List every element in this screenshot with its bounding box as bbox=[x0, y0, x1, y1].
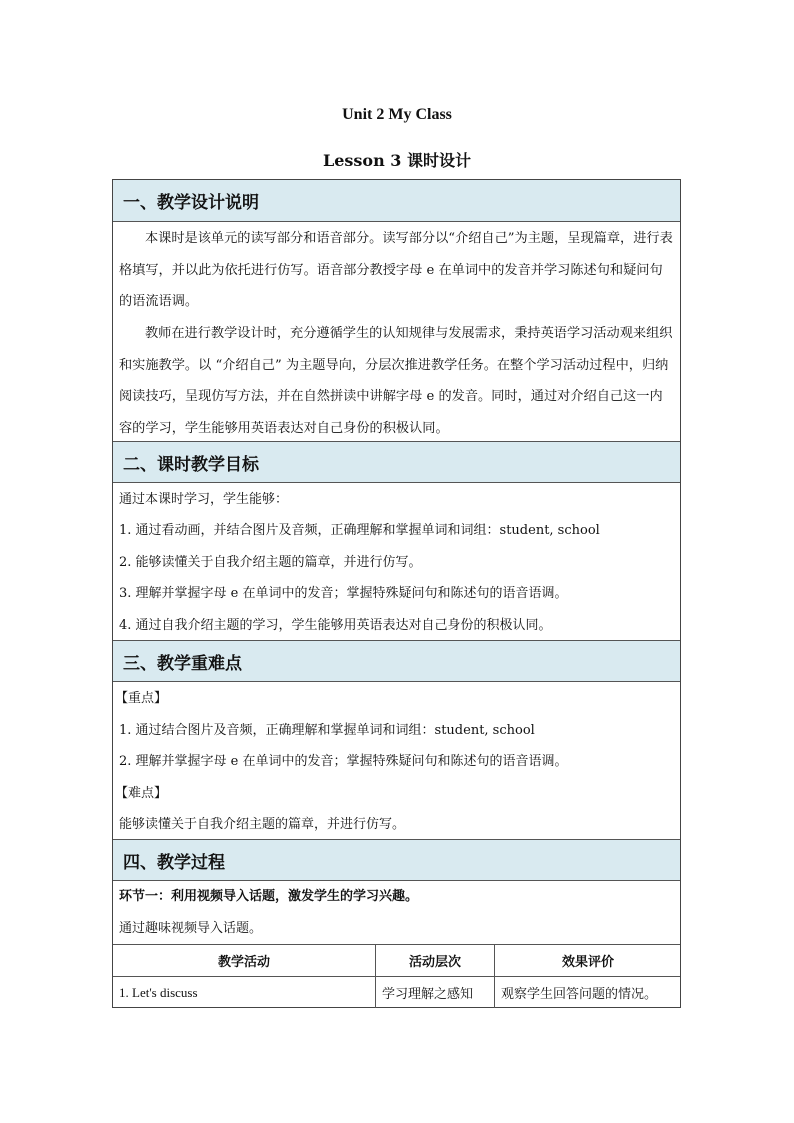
table-cell-evaluation: 观察学生回答问题的情况。 bbox=[501, 987, 658, 1002]
table-header-evaluation: 效果评价 bbox=[561, 955, 614, 970]
key-point-item: 2. 理解并掌握字母 e 在单词中的发音；掌握特殊疑问句和陈述句的语音语调。 bbox=[119, 754, 568, 769]
key-points-label: 【重点】 bbox=[115, 691, 168, 706]
section1-paragraph-2: 教师在进行教学设计时，充分遵循学生的认知规律与发展需求，秉持英语学习活动观来组织和实施教学。以 “介绍自己” 为主题导向，分层次推进教学任务。在整个学习活动过程中，归纳阅读技巧，呈现仿写方法，并在自然拼读中讲解字母 e 的发音。同时，通过对介绍自己这一内容的学习，学生能够用英语表达对自己身份的积极认同。 bbox=[119, 326, 673, 436]
objective-item: 1. 通过看动画，并结合图片及音频，正确理解和掌握单词和词组：student, school bbox=[119, 523, 600, 538]
step-title: 环节一：利用视频导入话题，激发学生的学习兴趣。 bbox=[119, 889, 419, 904]
table-header-level: 活动层次 bbox=[408, 955, 461, 970]
objective-item: 4. 通过自我介绍主题的学习，学生能够用英语表达对自己身份的积极认同。 bbox=[119, 618, 552, 633]
difficult-point-text: 能够读懂关于自我介绍主题的篇章，并进行仿写。 bbox=[119, 817, 406, 832]
key-point-item: 1. 通过结合图片及音频，正确理解和掌握单词和词组：student, school bbox=[119, 723, 535, 738]
section2-heading: 二、课时教学目标 bbox=[113, 442, 680, 483]
objective-item: 2. 能够读懂关于自我介绍主题的篇章，并进行仿写。 bbox=[119, 555, 422, 570]
section2-intro: 通过本课时学习，学生能够： bbox=[119, 492, 289, 507]
table-cell-level: 学习理解之感知 bbox=[382, 987, 474, 1002]
objective-item: 3. 理解并掌握字母 e 在单词中的发音；掌握特殊疑问句和陈述句的语音语调。 bbox=[119, 586, 568, 601]
lesson-subtitle: Lesson 3 课时设计 bbox=[322, 151, 472, 170]
difficult-points-label: 【难点】 bbox=[115, 786, 168, 801]
section1-paragraph-1: 本课时是该单元的读写部分和语音部分。读写部分以“介绍自己”为主题，呈现篇章，进行表格填写，并以此为依托进行仿写。语音部分教授字母 e 在单词中的发音并学习陈述句和疑问句的语流语调。 bbox=[119, 231, 673, 309]
step-description: 通过趣味视频导入话题。 bbox=[119, 921, 263, 936]
lesson-design-table bbox=[112, 179, 681, 1008]
section1-heading: 一、教学设计说明 bbox=[113, 180, 680, 222]
table-cell-activity: 1. Let's discuss bbox=[119, 984, 198, 1000]
section3-heading: 三、教学重难点 bbox=[113, 641, 680, 682]
section4-heading: 四、教学过程 bbox=[113, 840, 680, 881]
document-title: Unit 2 My Class bbox=[342, 106, 452, 123]
table-header-activity: 教学活动 bbox=[217, 955, 270, 970]
